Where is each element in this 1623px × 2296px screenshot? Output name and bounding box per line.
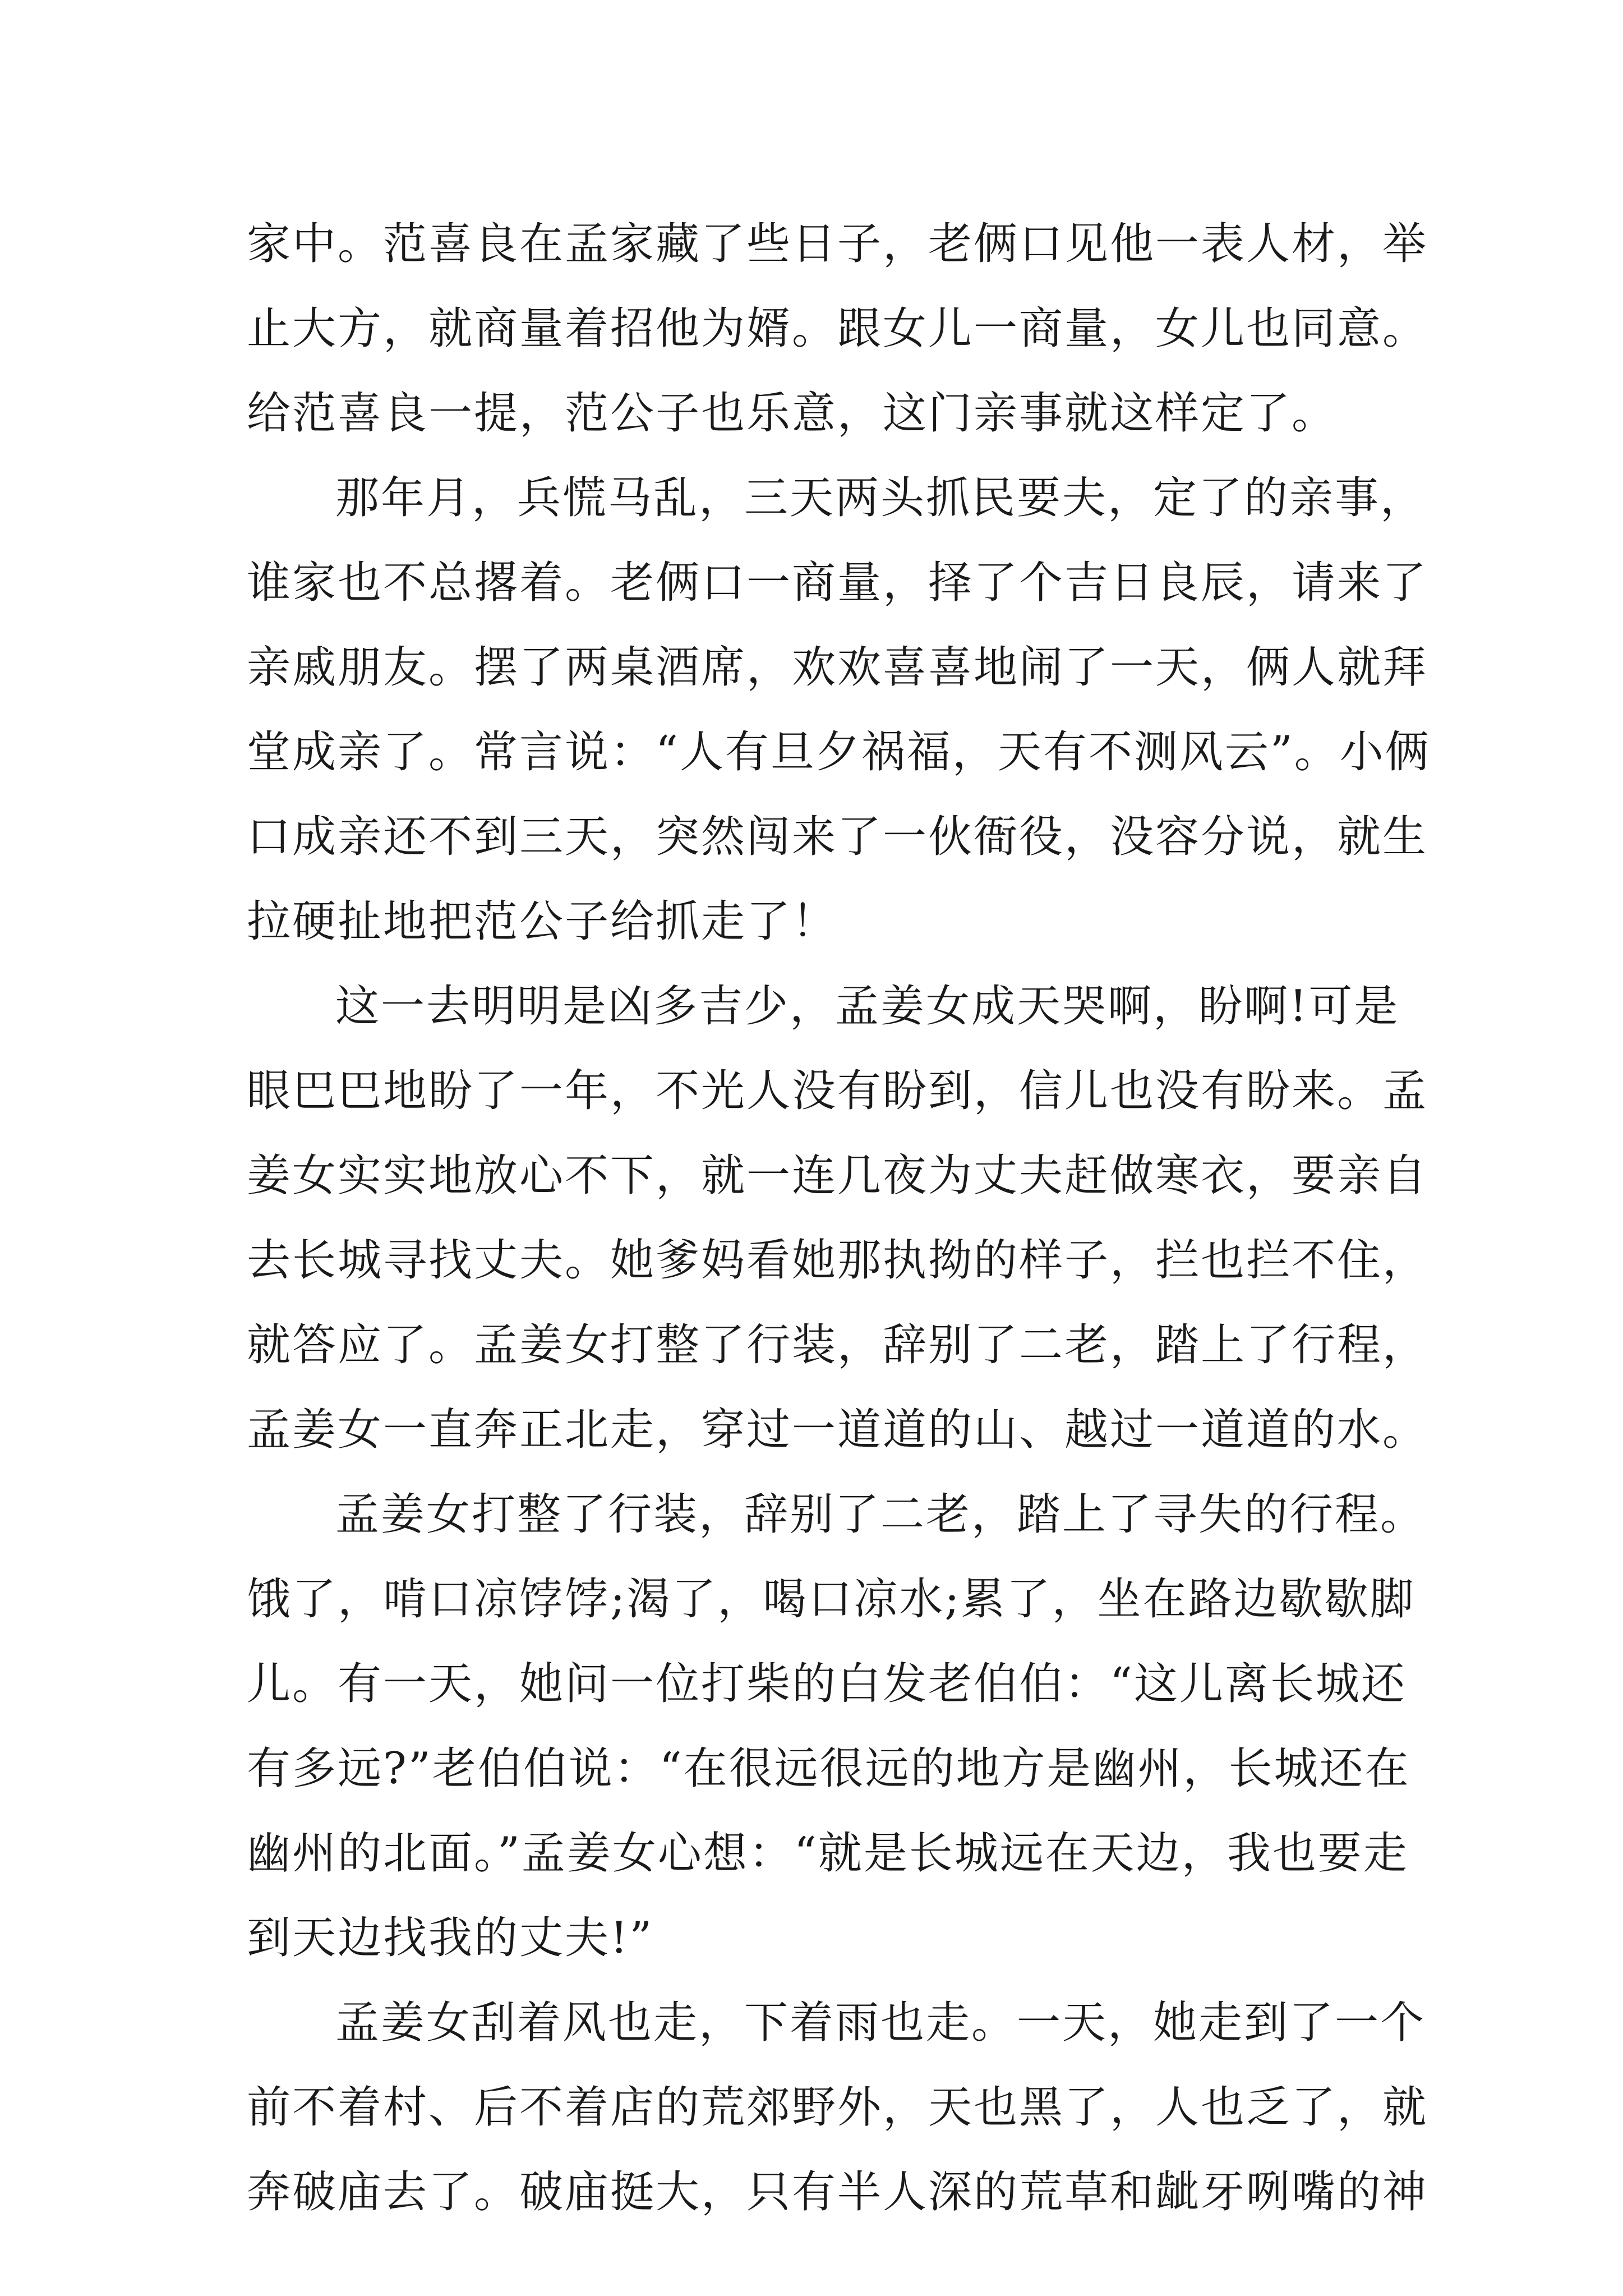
paragraph-first-line: 孟姜女打整了行装，辞别了二老，踏上了寻失的行程。 [335,1489,1426,1540]
text-line: 有多远?”老伯伯说：“在很远很远的地方是幽州，长城还在 [247,1743,1410,1794]
text-line: 幽州的北面。”孟姜女心想：“就是长城远在天边，我也要走 [247,1828,1409,1879]
text-line: 儿。有一天，她问一位打柴的白发老伯伯：“这儿离长城还 [247,1659,1407,1709]
text-line: 前不着村、后不着店的荒郊野外，天也黑了，人也乏了，就 [247,2082,1428,2133]
text-line: 拉硬扯地把范公子给抓走了！ [247,896,838,947]
text-line: 姜女实实地放心不下，就一连几夜为丈夫赶做寒衣，要亲自 [247,1151,1428,1201]
paragraph-first-line: 那年月，兵慌马乱，三天两头抓民要夫，定了的亲事， [335,473,1426,523]
text-line: 饿了，啃口凉饽饽;渴了，喝口凉水;累了，坐在路边歇歇脚 [247,1574,1415,1625]
text-line: 口成亲还不到三天，突然闯来了一伙衙役，没容分说，就生 [247,812,1428,862]
text-line: 止大方，就商量着招他为婿。跟女儿一商量，女儿也同意。 [247,303,1428,354]
text-line: 给范喜良一提，范公子也乐意，这门亲事就这样定了。 [247,388,1338,439]
text-line: 就答应了。孟姜女打整了行装，辞别了二老，踏上了行程， [247,1320,1428,1370]
text-line: 家中。范喜良在孟家藏了些日子，老俩口见他一表人材，举 [247,219,1428,269]
text-line: 眼巴巴地盼了一年，不光人没有盼到，信儿也没有盼来。孟 [247,1066,1428,1116]
text-line: 去长城寻找丈夫。她爹妈看她那执拗的样子，拦也拦不住， [247,1235,1428,1286]
text-line: 谁家也不总撂着。老俩口一商量，择了个吉日良辰，请来了 [247,558,1428,608]
paragraph-first-line: 这一去明明是凶多吉少，孟姜女成天哭啊，盼啊!可是 [335,981,1400,1032]
paragraph-first-line: 孟姜女刮着风也走，下着雨也走。一天，她走到了一个 [335,1998,1426,2048]
text-line: 到天边找我的丈夫!” [247,1913,654,1963]
text-line: 孟姜女一直奔正北走，穿过一道道的山、越过一道道的水。 [247,1405,1428,1455]
text-line: 堂成亲了。常言说：“人有旦夕祸福，天有不测风云”。小俩 [247,727,1431,777]
text-line: 奔破庙去了。破庙挺大，只有半人深的荒草和龇牙咧嘴的神 [247,2167,1428,2217]
text-line: 亲戚朋友。摆了两桌酒席，欢欢喜喜地闹了一天，俩人就拜 [247,642,1428,693]
